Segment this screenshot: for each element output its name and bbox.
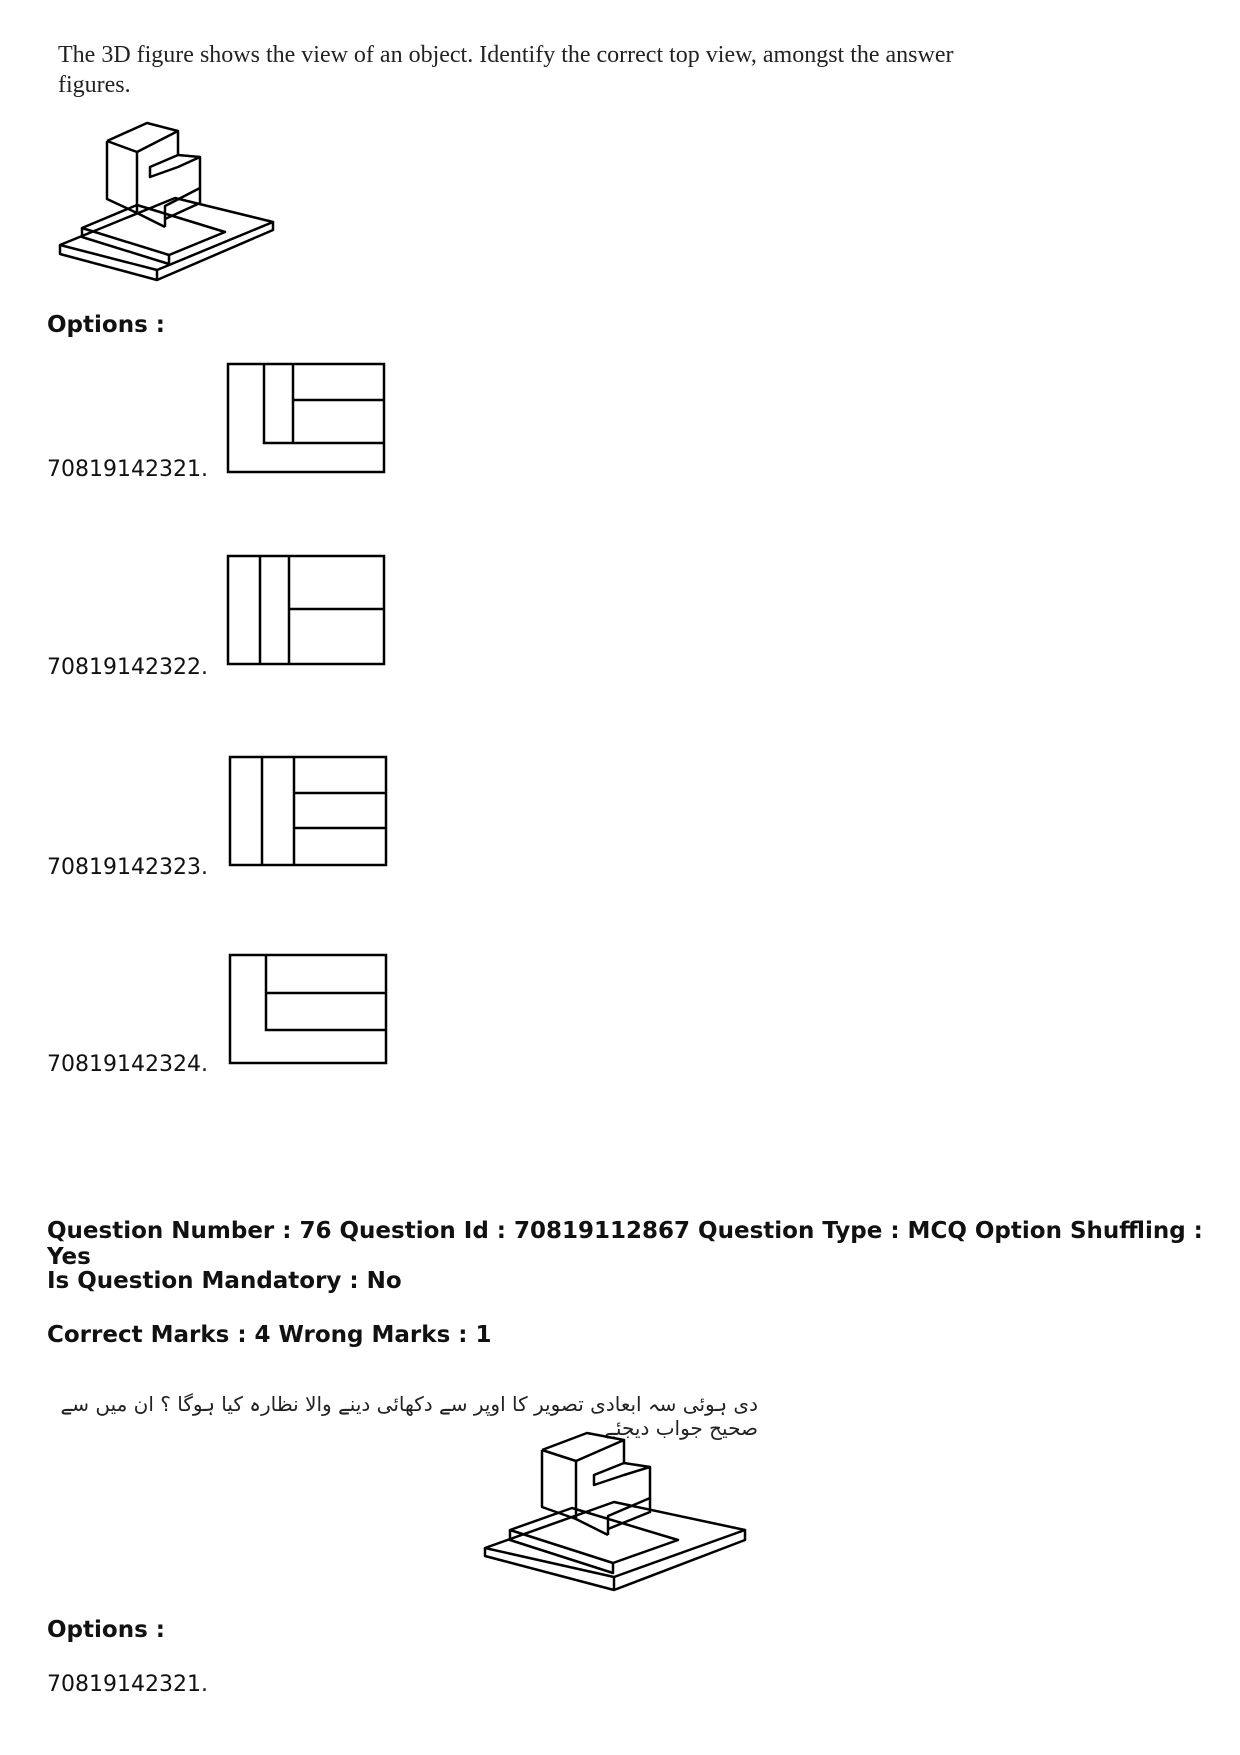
question-text: The 3D figure shows the view of an object. Identify the correct top view, amongst the answer figures. bbox=[58, 42, 954, 98]
option-1-figure[interactable] bbox=[226, 362, 386, 474]
question-text-urdu: دی ہوئی سہ ابعادی تصویر کا اوپر سے دکھائی دینے والا نظارہ کیا ہوگا ؟ ان میں سے صحیح جواب دیجئے ۔ bbox=[60, 1392, 758, 1440]
option-4-figure[interactable] bbox=[228, 953, 388, 1065]
figure-3d-object bbox=[55, 115, 285, 290]
option-id[interactable]: 70819142324. bbox=[47, 1052, 208, 1077]
option-id[interactable]: 70819142323. bbox=[47, 855, 208, 880]
option-2-figure[interactable] bbox=[226, 554, 386, 666]
option-id[interactable]: 70819142321. bbox=[47, 1672, 208, 1697]
options-label: Options : bbox=[47, 1617, 165, 1643]
question-marks: Correct Marks : 4 Wrong Marks : 1 bbox=[47, 1322, 492, 1348]
option-id[interactable]: 70819142321. bbox=[47, 457, 208, 482]
option-id[interactable]: 70819142322. bbox=[47, 655, 208, 680]
figure-3d-object-2 bbox=[480, 1430, 750, 1600]
options-label: Options : bbox=[47, 312, 165, 338]
question-meta: Question Number : 76 Question Id : 70819112867 Question Type : MCQ Option Shuffling : Yes bbox=[47, 1218, 1203, 1270]
option-3-figure[interactable] bbox=[228, 755, 388, 867]
question-mandatory: Is Question Mandatory : No bbox=[47, 1268, 402, 1294]
